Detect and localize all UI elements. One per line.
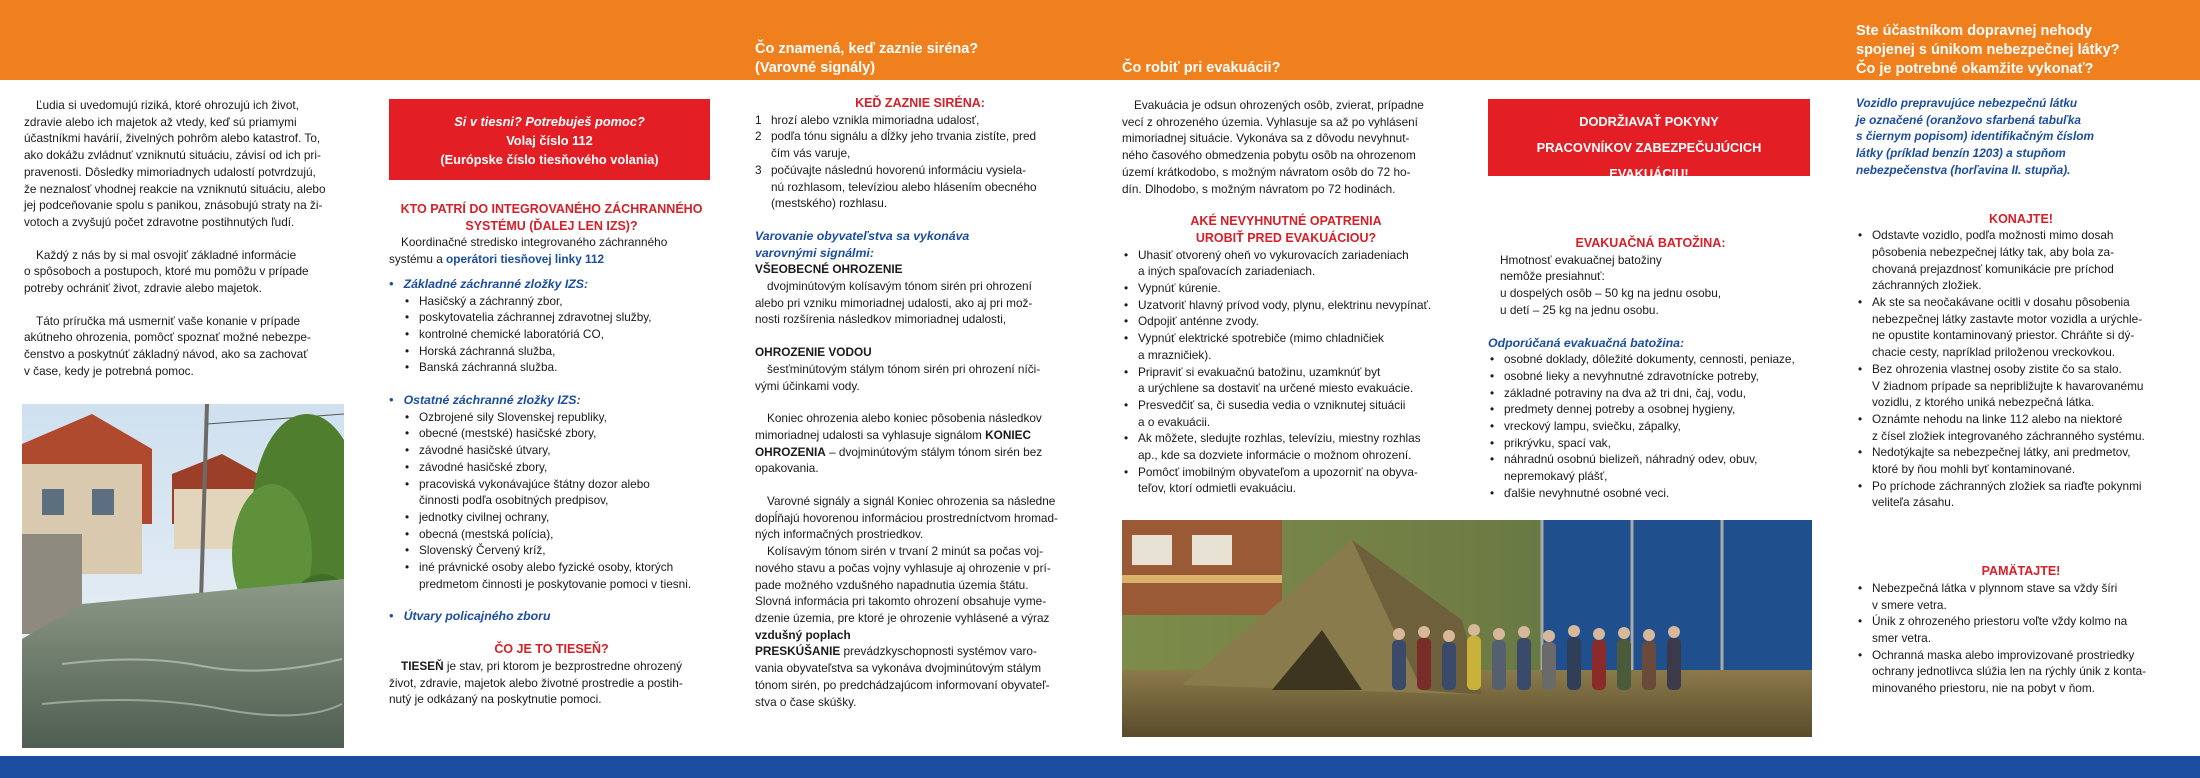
bottom-blue-band: [0, 756, 2200, 778]
list-item: • závodné hasičské zbory,: [389, 459, 714, 476]
list-item: • Uzatvoriť hlavný prívod vody, plynu, elektrinu nevypínať.: [1122, 297, 1450, 314]
other-components-heading: Ostatné záchranné zložky IZS:: [403, 393, 581, 408]
list-item: • pracoviská vykonávajúce štátny dozor alebo činnosti podľa osobitných predpisov,: [389, 476, 714, 509]
list-item: • závodné hasičské útvary,: [389, 442, 714, 459]
evacuation-column: [1122, 97, 1450, 497]
remember-list: [1856, 580, 2186, 697]
evacuation-tent-photo-illustration: [1122, 520, 1812, 737]
evacuation-tent-photo: [1122, 520, 1812, 737]
list-item: • vreckový lampu, sviečku, zápalky,: [1488, 418, 1813, 435]
list-item: • osobné doklady, dôležité dokumenty, cennosti, peniaze,: [1488, 351, 1813, 368]
evacuation-definition: Evakuácia je odsun ohrozených osôb, zvierat, prípadne vecí z ohrozeného územia. Vyhlasuje sa až po vyhlásení mimoriadnej situácie. Vykonáva sa z dôvodu nevyhnut- ného časového obmedzenia pobytu osôb na ohrozenom území krátkodobo, s možným návratom osôb do 72 ho- dín. Dlhodobo, s možným návratom po 72 hodinách.: [1122, 98, 1424, 196]
basic-components-list: [389, 293, 714, 377]
siren-steps: [755, 112, 1085, 212]
police-heading: Útvary policajného zboru: [403, 609, 551, 624]
follow-instructions-box: DODRŽIAVAŤ POKYNY PRACOVNÍKOV ZABEZPEČUJÚCICH EVAKUÁCIU!: [1488, 99, 1810, 176]
list-item: • základné potraviny na dva až tri dni, čaj, vodu,: [1488, 385, 1813, 402]
list-item: • Odstavte vozidlo, podľa možnosti mimo dosah pôsobenia nebezpečnej látky tak, aby bola za- chovaná prejazdnosť komunikácie pre príchod záchranných zložiek.: [1856, 227, 2186, 294]
measures-list: [1122, 247, 1450, 498]
intro-column: [24, 97, 346, 380]
list-item: • prikrývku, spací vak,: [1488, 435, 1813, 452]
hazmat-column: [1856, 95, 2186, 697]
list-item: • Únik z ohrozeného priestoru voľte vždy kolmo na smer vetra.: [1856, 613, 2186, 646]
list-item: • Ozbrojené sily Slovenskej republiky,: [389, 409, 714, 426]
list-item: • osobné lieky a nevyhnutné zdravotnícke potreby,: [1488, 368, 1813, 385]
luggage-heading: EVAKUAČNÁ BATOŽINA:: [1575, 236, 1726, 250]
header-siren: Čo znamená, keď zaznie siréna? (Varovné signály): [755, 41, 979, 76]
list-item: • Banská záchranná služba.: [389, 359, 714, 376]
list-item: 1 hrozí alebo vznikla mimoriadna udalosť,: [755, 112, 980, 127]
recommended-luggage-heading: Odporúčaná evakuačná batožina:: [1488, 335, 1685, 350]
list-item: • Pomôcť imobilným obyvateľom a upozorniť na obyva- teľov, ktorí odmietli evakuáciu.: [1122, 464, 1450, 497]
list-item: • Hasičský a záchranný zbor,: [389, 293, 714, 310]
list-item: • náhradnú osobnú bielizeň, náhradný odev, obuv, nepremokavý plášť,: [1488, 451, 1813, 484]
water-threat-heading: OHROZENIE VODOU: [755, 345, 872, 360]
other-components-list: [389, 409, 714, 593]
list-item: • poskytovatelia záchrannej zdravotnej služby,: [389, 309, 714, 326]
header-traffic-accident: Ste účastníkom dopravnej nehody spojenej s únikom nebezpečnej látky? Čo je potrebné okamžite vykonať?: [1856, 23, 2120, 77]
list-item: • obecné (mestské) hasičské zbory,: [389, 425, 714, 442]
list-item: • Bez ohrozenia vlastnej osoby zistite čo sa stalo. V žiadnom prípade sa nepribližujte k havarovanému vozidlu, z ktorého uniká nebezpečná látka.: [1856, 361, 2186, 411]
intro-paragraph-1: Ľudia si uvedomujú riziká, ktoré ohrozujú ich život, zdravie alebo ich majetok až vtedy, keď sú priamymi účastníkmi havárií, živelných pohrôm alebo katastrof. To, ako dokážu zvládnuť vzniknutú situáciu, závisí od ich pri- pravenosti. Dôsledky mimoriadnych udalostí potvrdzujú, že neznalosť vhodnej reakcie na vzniknutú situáciu, alebo jej podceňovanie spolu s panikou, znásobujú straty na ži- votoch a zvyšujú počet zdravotne postihnutých ľudí.: [24, 98, 326, 229]
emergency-call-box: Si v tiesni? Potrebuješ pomoc? Volaj číslo 112 (Európske číslo tiesňového volania): [389, 99, 710, 180]
list-item: • Vypnúť kúrenie.: [1122, 280, 1450, 297]
list-item: • obecná (mestská polícia),: [389, 526, 714, 543]
list-item: • kontrolné chemické laboratóriá CO,: [389, 326, 714, 343]
ids-column: KTO PATRÍ DO INTEGROVANÉHO ZÁCHRANNÉHO SYSTÉMU (ĎALEJ LEN IZS)? Koordinačné stredisko integrovaného záchranného systému a operátori tiesňovej linky 112 • Základné záchranné zložky IZS: • Hasičský a záchranný zbor, • poskytovatelia záchrannej zdravotnej služby, • kontrolné chemické laboratóriá CO, • Horská záchranná služba, • Banská záchranná služba. • Ostatné záchranné zložky IZS: • Ozbrojené sily Slovenskej republiky, • obecné (mestské) hasičské zbory, • závodné hasičské útvary, • závodné hasičské zbory, • pracoviská vykonávajúce štátny dozor alebo činnosti podľa osobitných predpisov, • jednotky civilnej ochrany, • obecná (mestská polícia), • Slovenský Červený kríž, • iné právnické osoby alebo fyzické osoby, ktorých predmetom činnosti je poskytovanie pomoci v tiesni. • Útvary policajného zboru ČO JE TO TIESEŇ? TIESEŇ je stav, pri ktorom je bezprostredne ohrozený život, zdravie, majetok alebo životné prostredie a postih- nutý je odkázaný na poskytnutie pomoci.: [389, 201, 714, 708]
list-item: • Presvedčiť sa, či susedia vedia o vzniknutej situácii a o evakuácii.: [1122, 397, 1450, 430]
hazmat-intro: Vozidlo prepravujúce nebezpečnú látku je označené (oranžovo sfarbená tabuľka s čiernym popisom) identifikačným číslom látky (príklad benzín 1203) a stupňom nebezpečenstva (horľavina II. stupňa).: [1856, 96, 2094, 177]
act-list: [1856, 227, 2186, 511]
act-heading: KONAJTE!: [1989, 211, 2053, 226]
list-item: • ďalšie nevyhnutné osobné veci.: [1488, 485, 1813, 502]
flood-photo-illustration: [22, 404, 344, 748]
list-item: • Oznámte nehodu na linke 112 alebo na niektoré z čísel zložiek integrovaného záchranného systému.: [1856, 411, 2186, 444]
list-item: • Uhasiť otvorený oheň vo vykurovacích zariadeniach a iných spaľovacích zariadeniach.: [1122, 247, 1450, 280]
general-threat-heading: VŠEOBECNÉ OHROZENIE: [755, 262, 903, 277]
luggage-column: [1488, 235, 1813, 502]
list-item: • Vypnúť elektrické spotrebiče (mimo chladničiek a mrazničiek).: [1122, 330, 1450, 363]
list-item: • Slovenský Červený kríž,: [389, 542, 714, 559]
flood-photo: [22, 404, 344, 748]
header-evacuation: Čo robiť pri evakuácii?: [1122, 60, 1281, 76]
intro-paragraph-3: Táto príručka má usmerniť vaše konanie v prípade akútneho ohrozenia, pomôcť spoznať možné nebezpe- čenstvo a poskytnúť základný návod, ako sa zachovať v čase, kedy je potrebná pomoc.: [24, 313, 311, 378]
list-item: • jednotky civilnej ochrany,: [389, 509, 714, 526]
intro-paragraph-2: Každý z nás by si mal osvojiť základné informácie o spôsoboch a postupoch, ktoré mu pomôžu v prípade potreby ochrániť život, zdravie alebo majetok.: [24, 247, 309, 296]
list-item: • Ak ste sa neočakávane ocitli v dosahu pôsobenia nebezpečnej látky zastavte motor vozidla a urýchle- ne opustite kontaminovaný priestor. Chráňte si dý- chacie cesty, napríklad priloženou vreckovkou.: [1856, 294, 2186, 361]
list-item: • Po príchode záchranných zložiek sa riaďte pokynmi veliteľa zásahu.: [1856, 478, 2186, 511]
distress-heading: ČO JE TO TIESEŇ?: [494, 642, 609, 657]
siren-column: KEĎ ZAZNIE SIRÉNA: 1 hrozí alebo vznikla mimoriadna udalosť, 2 podľa tónu signálu a dĺžky jeho trvania zistíte, pred čím vás varuje, 3 počúvajte následnú hovorenú informáciu vysiela- nú rozhlasom, televíziou alebo hlásením obecného (mestského) rozhlasu. Varovanie obyvateľstva sa vykonáva varovnými signálmi: VŠEOBECNÉ OHROZENIE dvojminútovým kolísavým tónom sirén pri ohrození alebo pri vzniku mimoriadnej udalosti, ako aj pri mož- nosti rozšírenia následkov mimoriadnej udalosti, OHROZENIE VODOU šesťminútovým stálym tónom sirén pri ohrození níči- vými účinkami vody. Koniec ohrozenia alebo koniec pôsobenia následkov mimoriadnej udalosti sa vyhlasuje signálom KONIEC OHROZENIA – dvojminútovým stálym tónom sirén bez opakovania. Varovné signály a signál Koniec ohrozenia sa následne dopĺňajú hovorenou informáciou prostredníctvom hromad- ných informačných prostriedkov. Kolísavým tónom sirén v trvaní 2 minút sa počas voj- nového stavu a počas vojny vyhlasuje aj ohrozenie v prí- pade možného vzdušného napadnutia územia štátu. Slovná informácia pri takomto ohrození obsahuje vyme- dzenie územia, pre ktoré je ohrozenie vyhlásené a výraz vzdušný poplach PRESKÚŠANIE prevádzkyschopnosti systémov varo- vania obyvateľstva sa vykonáva dvojminútovým stálym tónom sirén, po predchádzajúcom informovaní obyvateľ- stva o čase skúšky.: [755, 95, 1085, 710]
recommended-luggage-list: [1488, 351, 1813, 501]
list-item: • predmety dennej potreby a osobnej hygieny,: [1488, 401, 1813, 418]
list-item: • Nedotýkajte sa nebezpečnej látky, ani predmetov, ktoré by ňou mohli byť kontaminované.: [1856, 444, 2186, 477]
remember-heading: PAMÄTAJTE!: [1981, 564, 2061, 579]
list-item: 2 podľa tónu signálu a dĺžky jeho trvania zistíte, pred čím vás varuje,: [755, 129, 1037, 161]
list-item: 3 počúvajte následnú hovorenú informáciu vysiela- nú rozhlasom, televíziou alebo hlásením obecného (mestského) rozhlasu.: [755, 162, 1037, 211]
list-item: • Ak môžete, sledujte rozhlas, televíziu, miestny rozhlas ap., kde sa dozviete informácie o možnom ohrození.: [1122, 430, 1450, 463]
list-item: • iné právnické osoby alebo fyzické osoby, ktorých predmetom činnosti je poskytovanie pomoci v tiesni.: [389, 559, 714, 592]
luggage-weight: Hmotnosť evakuačnej batožiny nemôže presiahnuť: u dospelých osôb – 50 kg na jednu osobu, u detí – 25 kg na jednu osobu.: [1500, 252, 1722, 317]
basic-components-heading: Základné záchranné zložky IZS:: [403, 276, 589, 291]
warning-signals-heading: Varovanie obyvateľstva sa vykonáva varovnými signálmi:: [755, 228, 970, 260]
ids-heading: KTO PATRÍ DO INTEGROVANÉHO ZÁCHRANNÉHO SYSTÉMU (ĎALEJ LEN IZS)?: [400, 202, 703, 233]
list-item: • Ochranná maska alebo improvizované prostriedky ochrany jednotlivca slúžia len na rýchly únik z konta- minovaného priestoru, nie na pobyt v ňom.: [1856, 647, 2186, 697]
list-item: • Nebezpečná látka v plynnom stave sa vždy šíri v smere vetra.: [1856, 580, 2186, 613]
list-item: • Odpojiť anténne zvody.: [1122, 313, 1450, 330]
siren-heading: KEĎ ZAZNIE SIRÉNA:: [855, 96, 985, 110]
list-item: • Horská záchranná služba,: [389, 343, 714, 360]
list-item: • Pripraviť si evakuačnú batožinu, uzamknúť byt a urýchlene sa dostaviť na určené miesto evakuácie.: [1122, 364, 1450, 397]
measures-heading: AKÉ NEVYHNUTNÉ OPATRENIA UROBIŤ PRED EVAKUÁCIOU?: [1190, 214, 1382, 245]
